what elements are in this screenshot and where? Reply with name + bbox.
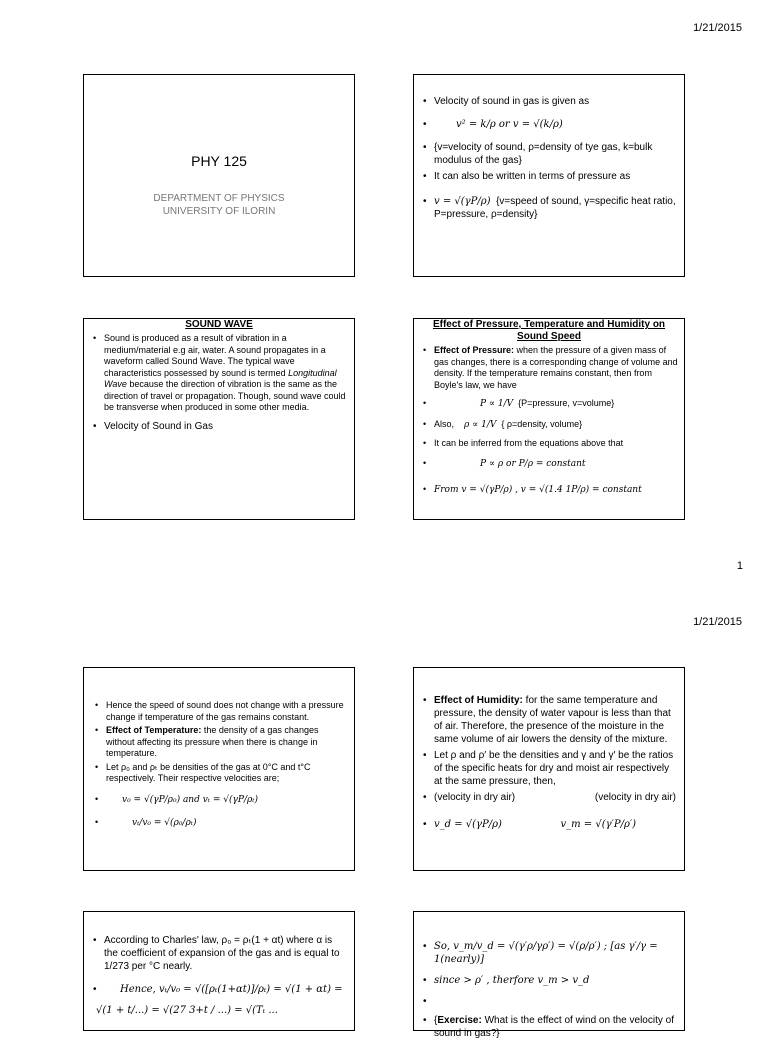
bullet-empty [420,995,676,1008]
department: DEPARTMENT OF PHYSICS [153,193,285,204]
bullet: • Velocity of Sound in Gas [90,420,348,433]
bullet-equation: • From v = √(γP/ρ) , v = √(1.4 1P/ρ) = constant [420,484,678,497]
page1-date: 1/21/2015 [693,22,742,34]
bullet: • It can also be written in terms of pressure as [420,170,676,183]
bullet-equation: • v² = k/ρ or v = √(k/ρ) [420,118,676,131]
slide-charles-law [83,911,355,1031]
slide-effect-pressure [413,318,685,520]
bullet-equation: • v₀ = √(γP/ρ₀) and vₜ = √(γP/ρₜ) [92,794,346,807]
bullet-equation: • vₜ/v₀ = √(ρ₀/ρₜ) [92,817,346,830]
bullet: • According to Charles' law, ρ₀ = ρₜ(1 + αt) where α is the coefficient of expansion of the gas and is equal to 1/273 per °C nearly. [90,934,346,973]
bullet-equation: • Hence, vₜ/v₀ = √([ρₜ(1+αt)]/ρₜ) = √(1 + αt) = [90,983,346,996]
slide-title [83,74,355,277]
bullet-equation: • P ∝ ρ or P/ρ = constant [420,458,678,471]
equation-continued: √(1 + t/...) = √(27 3+t / ...) = √(Tₜ ... [96,1005,278,1016]
bullet: • Velocity of sound in gas is given as [420,95,676,108]
bullet: • It can be inferred from the equations above that [420,438,678,450]
bullet-equation: • v = √(γP/ρ) {v=speed of sound, γ=specific heat ratio, P=pressure, ρ=density} [420,195,676,221]
bullet: • Effect of Temperature: the density of a gas changes without affecting its pressure when there is change in temperature. [92,725,346,760]
bullet: • since > ρ′ , therfore v_m > v_d [420,974,676,987]
bullet: • {v=velocity of sound, ρ=density of tye gas, k=bulk modulus of the gas} [420,141,676,167]
slide-sound-wave [83,318,355,520]
page2-date: 1/21/2015 [693,616,742,628]
slide-heading: SOUND WAVE [185,319,253,330]
page1-number: 1 [736,560,743,572]
bullet: • Let ρ₀ and ρₜ be densities of the gas at 0°C and t°C respectively. Their respective velocities are; [92,762,346,785]
slide-humidity-result [413,911,685,1039]
slide-velocity-gas [413,74,685,277]
bullet: • Sound is produced as a result of vibration in a medium/material e.g air, water. A sound propagates in a waveform called Sound Wave. The typical wave characteristics possessed by sound is termed Longitudinal Wave because the direction of vibration is the same as the direction of travel or propagation. Though, sound wave could be transverse when produced in some other media. [90,333,348,414]
bullet: • {Exercise: What is the effect of wind on the velocity of sound in gas?} [420,1014,676,1040]
slide-effect-humidity [413,667,685,871]
course-title: PHY 125 [191,153,247,169]
slide-effect-temperature [83,667,355,871]
bullet: • Let ρ and ρ′ be the densities and γ and γ′ be the ratios of the specific heats for dry and moist air respectively at the same pressure, then, [420,749,676,788]
bullet: • Effect of Humidity: for the same temperature and pressure, the density of water vapour is less than that of air. Therefore, the presence of the moisture in the same volume of air lowers the density of the mixture. [420,694,676,746]
slide-heading: Effect of Pressure, Temperature and Humidity on Sound Speed [432,319,666,342]
bullet: • (velocity in dry air) (velocity in dry air) [420,791,676,804]
bullet-equation: • So, v_m/v_d = √(γ′ρ/γρ′) = √(ρ/ρ′) ; [as γ′/γ = 1(nearly)] [420,940,676,966]
bullet-equation: • v_d = √(γP/ρ) v_m = √(γ′P/ρ′) [420,818,676,831]
university: UNIVERSITY OF ILORIN [162,206,276,217]
bullet: • Hence the speed of sound does not change with a pressure change if temperature of the gas remains constant. [92,700,346,723]
bullet: • Effect of Pressure: when the pressure of a given mass of gas changes, there is a corresponding change of volume and density. If the temperature remains constant, then from Boyle's law, we have [420,345,678,391]
bullet-equation: • Also, ρ ∝ 1/V { ρ=density, volume} [420,419,678,432]
bullet-equation: • P ∝ 1/V {P=pressure, v=volume} [420,398,678,411]
